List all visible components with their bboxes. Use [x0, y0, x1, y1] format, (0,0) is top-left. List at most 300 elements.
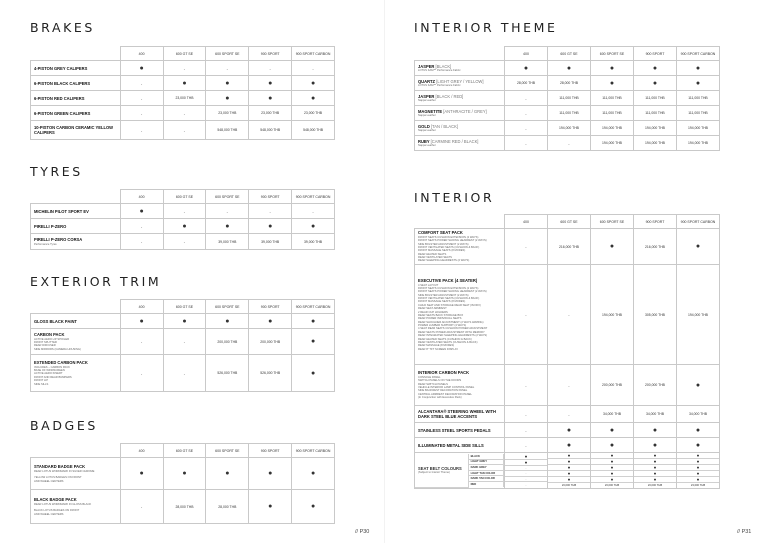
seat-belt-value: ● — [591, 465, 633, 471]
value-cell: - — [163, 204, 206, 219]
row-label-option: [BLACK] — [435, 63, 452, 69]
value-cell: ● — [633, 423, 676, 438]
row-label — [415, 136, 505, 151]
value-cell: 194,000 THB — [676, 121, 719, 136]
value-cell: 111,000 THB — [590, 106, 633, 121]
seat-belt-value: ● — [548, 477, 590, 483]
table-row — [415, 438, 720, 453]
value-cell: - — [249, 61, 292, 76]
value-cell: ● — [547, 438, 590, 453]
section-title-brakes: BRAKES — [30, 20, 95, 35]
value-cell: - — [504, 365, 547, 406]
value-cell: ● — [547, 423, 590, 438]
value-cell: ● — [249, 91, 292, 106]
column-header: 600 GT SE — [163, 444, 206, 458]
value-cell: ● — [206, 76, 249, 91]
seat-belt-value: ● — [548, 453, 590, 459]
row-label-details: LOTUS KAM™ Performance Fabric — [418, 84, 461, 88]
row-label-text: INTERIOR CARBON PACK — [418, 370, 470, 376]
row-label-text: JASPER — [418, 63, 435, 69]
table-header-row — [31, 47, 335, 61]
seat-belt-value: 23,000 THB — [690, 484, 706, 488]
value-cell: - — [120, 121, 163, 140]
row-label-details: LOTUS KAM™ Performance Fabric — [418, 69, 461, 73]
row-label — [415, 406, 505, 423]
seat-belt-value: ● — [548, 471, 590, 477]
column-header: 900 SPORT — [249, 444, 292, 458]
column-header: 900 SPORT — [633, 215, 676, 229]
row-label — [31, 458, 121, 490]
column-header: 900 SPORT CARBON — [676, 47, 719, 61]
column-header: 400 — [504, 47, 547, 61]
seat-belt-value: ● — [634, 453, 676, 459]
table-row — [31, 204, 335, 219]
row-label — [415, 365, 505, 406]
row-label-option: [BLACK / RED] — [435, 93, 464, 99]
row-label-text: ILLUMINATED METAL SIDE SILLS — [418, 442, 484, 448]
value-cell: 111,000 THB — [676, 106, 719, 121]
value-cell: 28,000 THB — [504, 76, 547, 91]
seat-belt-value: 23,000 THB — [561, 484, 577, 488]
column-header: 400 — [120, 300, 163, 314]
seat-belt-value: ● — [548, 465, 590, 471]
value-cell: ● — [292, 458, 335, 490]
table-row — [415, 423, 720, 438]
value-cell: ● — [676, 365, 719, 406]
column-header: 400 — [120, 190, 163, 204]
row-label-option: [CARMINE RED / BLACK] — [430, 138, 479, 144]
value-cell: 39,000 THB — [206, 234, 249, 250]
row-label — [31, 490, 121, 524]
value-cell: - — [504, 229, 547, 265]
column-header: 600 SPORT SE — [206, 190, 249, 204]
value-cell: 216,000 THB — [633, 229, 676, 265]
column-header: 900 SPORT — [249, 47, 292, 61]
value-cell: 305,000 THB — [633, 265, 676, 365]
row-label-text: 10-PISTON CARBON CERAMIC YELLOW CALIPERS — [34, 125, 114, 135]
value-cell: - — [206, 61, 249, 76]
row-label-text: ALCANTARA® STEERING WHEEL WITH DARK STEEL BLUE ACCENTS — [418, 409, 496, 419]
table-row — [31, 219, 335, 234]
column-header: 900 SPORT CARBON — [292, 190, 335, 204]
value-cell: ● — [206, 219, 249, 234]
seat-belt-value: ● — [505, 459, 547, 465]
value-cell: 23,000 THB — [163, 91, 206, 106]
table-header-blank — [415, 215, 505, 229]
value-cell: 194,000 THB — [676, 265, 719, 365]
value-cell: 200,000 THB — [206, 329, 249, 355]
value-cell: 526,000 THB — [206, 355, 249, 392]
row-label-text: GLOSS BLACK PAINT — [34, 318, 77, 324]
seat-belt-values — [548, 453, 590, 488]
seat-belt-value: ● — [548, 459, 590, 465]
column-header: 600 GT SE — [163, 47, 206, 61]
table-row — [415, 76, 720, 91]
column-header: 600 SPORT SE — [590, 47, 633, 61]
value-cell: 28,000 THB — [206, 490, 249, 524]
value-cell: - — [120, 219, 163, 234]
value-cell: 34,000 THB — [676, 406, 719, 423]
value-cell: 200,000 THB — [590, 365, 633, 406]
row-label — [415, 121, 505, 136]
value-cell: 194,000 THB — [633, 121, 676, 136]
value-cell: ● — [590, 438, 633, 453]
value-cell: ● — [676, 229, 719, 265]
value-cell: ● — [292, 490, 335, 524]
row-label-text: JASPER — [418, 93, 435, 99]
value-cell: - — [163, 61, 206, 76]
value-cell: ● — [249, 76, 292, 91]
column-header: 600 SPORT SE — [206, 47, 249, 61]
row-label-details: FRONT SEATS CUSHION EXTENSION (2 WAYS) FRONT SEATS POWER SLIDING HEADREST (2 WAYS) SIDE BOLSTER ADJUSTMENT (2 WAYS) FRONT VENTILATED SEATS (CUSHION & BACK) FRONT MASSAGE SEATS (8 MODES) REAR HEATED SEATS REAR VENTILATED SEATS REAR SLEEPING HEADRESTS (2 WAYS) — [418, 235, 487, 263]
value-cell: ● — [292, 329, 335, 355]
seat-belt-column — [547, 453, 590, 489]
table-header-blank — [415, 47, 505, 61]
seat-belt-values — [634, 453, 676, 488]
value-cell: - — [206, 204, 249, 219]
value-cell: - — [120, 329, 163, 355]
value-cell: ● — [206, 91, 249, 106]
row-label — [31, 234, 121, 250]
value-cell: ● — [163, 219, 206, 234]
value-cell: 526,000 THB — [249, 355, 292, 392]
row-label-details: 4 SEAT LAYOUT FRONT SEATS CUSHION EXTENSION (2 WAYS) FRONT SEATS POWER SLIDING HEADREST (2 WAYS) SIDE BOLSTER ADJUSTMENT (2 WAYS) FRONT VENTILATED SEATS (CUSHION & BACK) FRONT MASSAGE SEATS (8 MODES) CHILD SEAT AND STORAGE REAR SEAT (ISOFIX) REAR SEAT ARMREST 2 REAR CUP HOLDERS REAR SEATS BACK STORAGE BOX REAR POWER INDIVIDUAL SEATS REAR SHOULDER ADJUSTMENT (2 WAYS ARMING) POWER LUMBAR SUPPORT (4 WAYS) 4 SEAT REAR SEATS CUSHION POWER ADJUSTMENT REAR SEATS POWER ADJUSTMENT WITH MEMORY REAR INTEGRATED SLEEPING HEADRESTS (2 WAYS) REAR HEATED SEATS (CUSHION & BACK) REAR VENTILATED SEATS (CUSHION & BACK) REAR MASSAGE (8 MODES) REAR 8" TFT SCREEN DISPLAY — [418, 283, 488, 351]
column-header: 400 — [504, 215, 547, 229]
table-row — [415, 365, 720, 406]
value-cell: - — [504, 106, 547, 121]
value-cell: 194,000 THB — [676, 136, 719, 151]
value-cell: ● — [676, 61, 719, 76]
value-cell: ● — [163, 314, 206, 329]
value-cell: 23,000 THB — [249, 106, 292, 121]
value-cell: 194,000 THB — [590, 121, 633, 136]
value-cell: - — [120, 234, 163, 250]
section-title-badges: BADGES — [30, 418, 98, 433]
value-cell: 194,000 THB — [633, 136, 676, 151]
value-cell: - — [163, 106, 206, 121]
value-cell: 194,000 THB — [547, 121, 590, 136]
value-cell: 200,000 THB — [633, 365, 676, 406]
value-cell: ● — [292, 219, 335, 234]
table-row — [415, 61, 720, 76]
row-label-text: PIRELLI P-ZERO — [34, 223, 67, 229]
row-label — [415, 438, 505, 453]
table-header-row — [415, 215, 720, 229]
value-cell: - — [120, 106, 163, 121]
column-header: 900 SPORT — [633, 47, 676, 61]
value-cell: ● — [292, 314, 335, 329]
row-label-details: ACTIVE AERO LIP SPOILER FRONT SPLITTER REAR DIFFUSER SIDE MIRRORS (CAMERA HOUSING) — [34, 337, 81, 351]
page-number-right: // P31 — [737, 529, 752, 535]
column-header: 600 GT SE — [547, 215, 590, 229]
value-cell: 23,000 THB — [292, 106, 335, 121]
value-cell: 194,000 THB — [590, 265, 633, 365]
value-cell: - — [547, 365, 590, 406]
row-label-details: Nappa Leather — [418, 129, 436, 133]
value-cell: 39,000 THB — [249, 234, 292, 250]
row-label-details: Nappa Leather — [418, 144, 436, 148]
section-title-exterior-trim: EXTERIOR TRIM — [30, 274, 162, 289]
table-header-blank — [31, 190, 121, 204]
table-row — [31, 458, 335, 490]
value-cell: ● — [590, 423, 633, 438]
row-label-text: STAINLESS STEEL SPORTS PEDALS — [418, 427, 491, 433]
brakes-table — [30, 46, 335, 140]
value-cell: ● — [206, 458, 249, 490]
value-cell: ● — [120, 61, 163, 76]
row-label-text: RUBY — [418, 138, 430, 144]
table-row — [31, 106, 335, 121]
seat-belt-value: - — [505, 476, 547, 482]
value-cell: 111,000 THB — [547, 91, 590, 106]
value-cell: - — [163, 234, 206, 250]
row-label-details: CONSOLE PANEL SWITCH PANELS ON THE DOORS REAR SWITCH PANELS VEHICLE INTERIOR LAMP CONTROL PANEL SIDE BACKREST DECORATION PANEL CENTRAL ARMREST DECORATION PANEL (In Conjunction with Executive Pack) — [418, 375, 475, 400]
column-header: 900 SPORT CARBON — [292, 47, 335, 61]
exterior-trim-table — [30, 299, 335, 392]
row-label — [415, 91, 505, 106]
value-cell: - — [504, 121, 547, 136]
table-header-row — [415, 47, 720, 61]
seat-belt-colour-name: DARK TAN COLOR — [468, 476, 503, 482]
value-cell: - — [547, 265, 590, 365]
table-row — [31, 355, 335, 392]
column-header: 900 SPORT — [249, 300, 292, 314]
seat-belt-value: ● — [591, 477, 633, 483]
seat-belt-value: - — [505, 471, 547, 477]
value-cell: - — [292, 204, 335, 219]
value-cell: ● — [249, 219, 292, 234]
table-header-blank — [31, 444, 121, 458]
row-label — [415, 229, 505, 265]
table-row — [415, 406, 720, 423]
value-cell: - — [504, 423, 547, 438]
section-title-interior-theme: INTERIOR THEME — [414, 20, 558, 35]
value-cell: ● — [590, 61, 633, 76]
column-header: 400 — [120, 47, 163, 61]
value-cell: ● — [676, 423, 719, 438]
column-header: 900 SPORT CARBON — [292, 444, 335, 458]
row-label-details: INCLUDES – CARBON PACK BASE OF WINDSCREEN ACTIVE AERO INSERT FRONT AND REAR BUMPERS FRONT LIP SIDE SILLS — [34, 365, 72, 386]
value-cell: - — [504, 438, 547, 453]
value-cell: - — [120, 76, 163, 91]
value-cell: ● — [676, 76, 719, 91]
value-cell: ● — [676, 438, 719, 453]
column-header: 600 SPORT SE — [590, 215, 633, 229]
seat-belt-value: ● — [677, 477, 719, 483]
seat-belt-value: ● — [634, 471, 676, 477]
row-label-details: REAR LOTUS WORDMARK IN GLOSS BLACK BLACK LOTUS BADGES ON FRONT AND WHEEL CENTERS — [34, 502, 92, 516]
value-cell: ● — [292, 91, 335, 106]
column-header: 900 SPORT — [249, 190, 292, 204]
seat-belt-column — [504, 453, 547, 489]
seat-belt-value: ● — [634, 477, 676, 483]
seat-belt-label-grid — [415, 454, 504, 488]
row-label-details: (Subject to Interior Theme) — [418, 471, 450, 475]
row-label-text: STANDARD BADGE PACK — [34, 463, 86, 469]
table-row — [31, 490, 335, 524]
column-header: 900 SPORT CARBON — [676, 215, 719, 229]
seat-belt-colour-name: BLACK — [468, 454, 503, 460]
value-cell: 28,000 THB — [163, 490, 206, 524]
row-label-text: CARBON PACK — [34, 331, 65, 337]
value-cell: 548,000 THB — [292, 121, 335, 140]
seat-belt-value: ● — [677, 453, 719, 459]
value-cell: - — [504, 406, 547, 423]
row-label-text: 6-PISTON GREEN CALIPERS — [34, 110, 91, 116]
table-header-row — [31, 190, 335, 204]
table-row — [415, 91, 720, 106]
value-cell: ● — [120, 458, 163, 490]
section-title-tyres: TYRES — [30, 164, 83, 179]
row-label-details: Performance Tyres — [34, 242, 57, 246]
value-cell: - — [163, 355, 206, 392]
value-cell: 39,000 THB — [292, 234, 335, 250]
table-row — [31, 314, 335, 329]
row-label-text: COMFORT SEAT PACK — [418, 230, 463, 236]
table-row — [415, 265, 720, 365]
seat-belt-column — [590, 453, 633, 489]
table-header-blank — [31, 47, 121, 61]
page-number-left: // P30 — [355, 529, 370, 535]
interior-table — [414, 214, 720, 489]
value-cell: - — [163, 121, 206, 140]
value-cell: 111,000 THB — [590, 91, 633, 106]
row-label-text: PIRELLI P-ZERO CORSA — [34, 237, 83, 243]
seat-belt-colour-name: RED — [468, 482, 503, 488]
seat-belt-value: - — [505, 465, 547, 471]
row-label-text: BLACK BADGE PACK — [34, 496, 77, 502]
row-label — [31, 121, 121, 140]
row-label — [31, 61, 121, 76]
value-cell: ● — [633, 438, 676, 453]
table-row-seat-belt — [415, 453, 720, 489]
value-cell: - — [120, 91, 163, 106]
value-cell: 194,000 THB — [590, 136, 633, 151]
value-cell: 111,000 THB — [633, 91, 676, 106]
section-title-interior: INTERIOR — [414, 190, 495, 205]
table-row — [31, 121, 335, 140]
value-cell: 111,000 THB — [633, 106, 676, 121]
table-header-blank — [31, 300, 121, 314]
seat-belt-value: ● — [677, 459, 719, 465]
row-label — [415, 453, 505, 489]
value-cell: - — [249, 204, 292, 219]
seat-belt-colour-name: LIGHT GREY — [468, 459, 503, 465]
value-cell: ● — [633, 61, 676, 76]
seat-belt-value: ● — [505, 454, 547, 460]
seat-belt-value: ● — [677, 471, 719, 477]
row-label-option: [TAN / BLACK] — [430, 123, 458, 129]
column-header: 600 SPORT SE — [206, 444, 249, 458]
value-cell: 34,000 THB — [633, 406, 676, 423]
value-cell: ● — [120, 204, 163, 219]
table-header-row — [31, 444, 335, 458]
value-cell: ● — [633, 76, 676, 91]
row-label-text: 6-PISTON RED CALIPERS — [34, 95, 85, 101]
row-label — [415, 265, 505, 365]
badges-table — [30, 443, 335, 524]
value-cell: 23,000 THB — [206, 106, 249, 121]
seat-belt-column — [633, 453, 676, 489]
row-label — [415, 76, 505, 91]
row-label-text: EXTENDED CARBON PACK — [34, 360, 88, 366]
row-label — [31, 314, 121, 329]
value-cell: - — [120, 490, 163, 524]
table-row — [31, 234, 335, 250]
value-cell: ● — [206, 314, 249, 329]
value-cell: ● — [292, 76, 335, 91]
row-label-text: SEAT BELT COLOURS — [418, 465, 462, 471]
value-cell: ● — [249, 314, 292, 329]
value-cell: - — [163, 329, 206, 355]
table-row — [415, 229, 720, 265]
row-label-text: GOLD — [418, 123, 430, 129]
value-cell: 111,000 THB — [547, 106, 590, 121]
value-cell: ● — [163, 458, 206, 490]
row-label — [31, 219, 121, 234]
value-cell: ● — [547, 61, 590, 76]
row-label — [31, 204, 121, 219]
seat-belt-value: ● — [634, 459, 676, 465]
column-header: 900 SPORT CARBON — [292, 300, 335, 314]
row-label-text: 6-PISTON BLACK CALIPERS — [34, 80, 91, 86]
value-cell: 216,000 THB — [547, 229, 590, 265]
table-row — [31, 76, 335, 91]
row-label-details: Nappa Leather — [418, 99, 436, 103]
row-label — [31, 329, 121, 355]
value-cell: - — [504, 91, 547, 106]
row-label-text: MICHELIN PILOT SPORT EV — [34, 208, 89, 214]
column-header: 600 GT SE — [547, 47, 590, 61]
value-cell: ● — [504, 61, 547, 76]
value-cell: 548,000 THB — [206, 121, 249, 140]
table-header-row — [31, 300, 335, 314]
seat-belt-values — [505, 454, 547, 488]
column-header: 400 — [120, 444, 163, 458]
table-row — [31, 329, 335, 355]
row-label — [415, 106, 505, 121]
seat-belt-column — [676, 453, 719, 489]
row-label — [31, 76, 121, 91]
seat-belt-value: ● — [634, 465, 676, 471]
seat-belt-value: - — [525, 483, 527, 487]
interior-theme-table — [414, 46, 720, 151]
column-header: 600 GT SE — [163, 300, 206, 314]
value-cell: - — [547, 136, 590, 151]
value-cell: 111,000 THB — [676, 91, 719, 106]
value-cell: - — [292, 61, 335, 76]
seat-belt-value: ● — [591, 471, 633, 477]
value-cell: 548,000 THB — [249, 121, 292, 140]
value-cell: ● — [590, 76, 633, 91]
seat-belt-colour-name: LIGHT TAN COLOR — [468, 470, 503, 476]
seat-belt-values — [677, 453, 719, 488]
value-cell: 200,000 THB — [249, 329, 292, 355]
seat-belt-values — [591, 453, 633, 488]
seat-belt-value: 23,000 THB — [604, 484, 620, 488]
row-label — [415, 61, 505, 76]
row-label — [31, 355, 121, 392]
value-cell: - — [504, 265, 547, 365]
row-label-text: MAGNETITE — [418, 108, 443, 114]
tyres-table — [30, 189, 335, 250]
table-row — [415, 121, 720, 136]
row-label-details: Nappa Leather — [418, 114, 436, 118]
value-cell: 28,000 THB — [547, 76, 590, 91]
row-label-option: [LIGHT GREY / YELLOW] — [436, 78, 484, 84]
seat-belt-value: ● — [591, 453, 633, 459]
row-label-option: [ANTHRACITE / GREY] — [443, 108, 487, 114]
